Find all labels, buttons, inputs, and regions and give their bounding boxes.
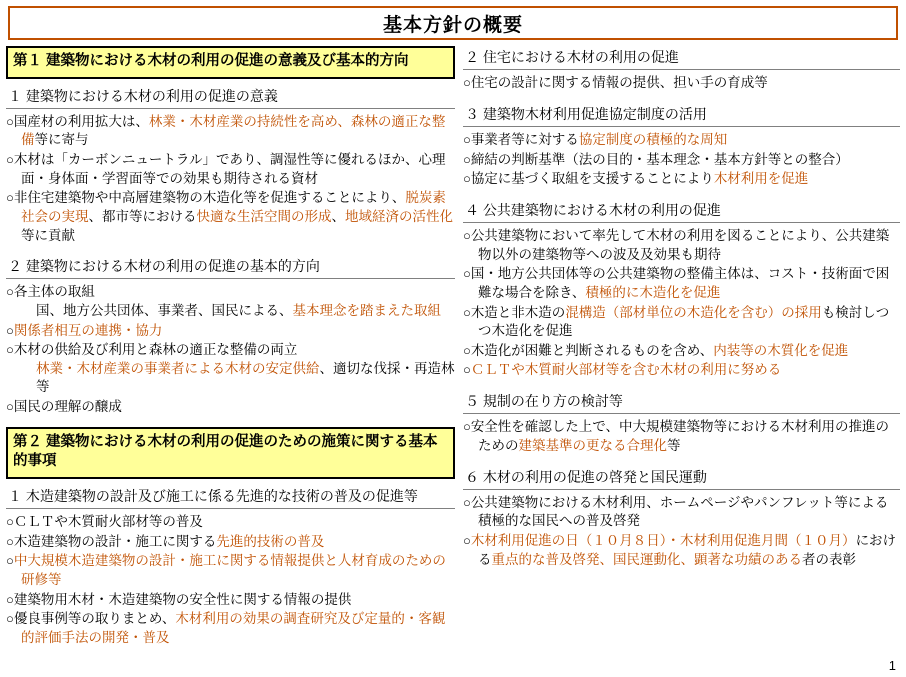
bullet-marker: ○ xyxy=(462,362,471,378)
bullet-marker: ○ xyxy=(462,151,471,167)
bullet-item: ○木材の供給及び利用と森林の適正な整備の両立 林業・木材産業の事業者による木材の安定供給、適切な伐採・再造林等 xyxy=(6,341,455,397)
left-sections-2 xyxy=(6,485,455,648)
bullet-marker: ○ xyxy=(6,322,14,338)
bullet-list xyxy=(6,513,455,647)
bullet-item: ○優良事例等の取りまとめ、木材利用の効果の調査研究及び定量的・客観的評価手法の開発・普及 xyxy=(6,611,446,645)
page-title: 基本方針の概要 xyxy=(382,14,523,36)
section-heading: ４ 公共建築物における木材の利用の促進 xyxy=(463,199,900,223)
bullet-list xyxy=(463,494,900,570)
bullet-marker: ○ xyxy=(462,304,471,320)
bullet-list xyxy=(463,418,900,455)
bullet-marker: ○ xyxy=(6,399,14,415)
bullet-item: ○ＣＬＴや木質耐火部材等を含む木材の利用に努める xyxy=(462,362,782,378)
bullet-marker: ○ xyxy=(6,190,14,206)
page-number: 1 xyxy=(888,658,896,673)
bullet-item: ○安全性を確認した上で、中大規模建築物等における木材利用の推進のための建築基準の更なる合理化等 xyxy=(462,419,890,453)
bullet-item: ○事業者等に対する協定制度の積極的な周知 xyxy=(462,132,728,147)
bullet-marker: ○ xyxy=(6,514,14,529)
section-heading: ３ 建築物木材利用促進協定制度の活用 xyxy=(463,103,900,127)
bullet-marker: ○ xyxy=(6,342,14,358)
bullet-item: ○非住宅建築物や中高層建築物の木造化等を促進することにより、脱炭素社会の実現、都市等における快適な生活空間の形成、地域経済の活性化等に貢献 xyxy=(6,190,453,243)
bullet-subline: 国、地方公共団体、事業者、国民による、基本理念を踏まえた取組 xyxy=(36,302,441,318)
bullet-marker: ○ xyxy=(462,75,471,91)
bullet-list xyxy=(463,131,900,189)
bullet-item: ○木造建築物の設計・施工に関する先進的技術の普及 xyxy=(6,533,325,549)
bullet-marker: ○ xyxy=(6,113,14,129)
left-column xyxy=(6,46,455,657)
section-heading: ２ 住宅における木材の利用の促進 xyxy=(463,46,900,70)
bullet-item: ○住宅の設計に関する情報の提供、担い手の育成等 xyxy=(462,75,768,91)
left-sections xyxy=(6,85,455,417)
bullet-item: ○公共建築物における木材利用、ホームページやパンフレット等による積極的な国民への普及啓発 xyxy=(462,494,889,529)
bullet-marker: ○ xyxy=(462,419,471,435)
bullet-item: ○木造と非木造の混構造（部材単位の木造化を含む）の採用も検討しつつ木造化を促進 xyxy=(462,304,890,339)
bullet-marker: ○ xyxy=(462,266,471,282)
bullet-item: ○木材利用促進の日（１０月８日）・木材利用促進月間（１０月）における重点的な普及啓発、国民運動化、顕著な功績のある者の表彰 xyxy=(462,532,897,567)
two-column-layout xyxy=(6,46,900,657)
bullet-marker: ○ xyxy=(6,553,14,569)
bullet-item: ○国民の理解の醸成 xyxy=(6,399,122,415)
bullet-marker: ○ xyxy=(462,342,471,358)
bullet-list xyxy=(463,227,900,380)
bullet-marker: ○ xyxy=(462,532,471,548)
section-heading: １ 建築物における木材の利用の促進の意義 xyxy=(6,85,455,109)
bullet-item: ○国・地方公共団体等の公共建築物の整備主体は、コスト・技術面で困難な場合を除き、積極的に木造化を促進 xyxy=(462,266,890,300)
bullet-list xyxy=(463,74,900,93)
bullet-marker: ○ xyxy=(6,533,14,549)
bullet-item: ○関係者相互の連携・協力 xyxy=(6,322,163,338)
bullet-list xyxy=(6,283,455,416)
bullet-item: ○公共建築物において率先して木材の利用を図ることにより、公共建築物以外の建築物等への波及及効果も期待 xyxy=(462,228,890,262)
bullet-list xyxy=(6,113,455,245)
bullet-item: ○国産材の利用拡大は、林業・木材産業の持続性を高め、森林の適正な整備等に寄与 xyxy=(6,113,446,148)
bullet-marker: ○ xyxy=(6,152,14,167)
bullet-marker: ○ xyxy=(6,591,14,607)
right-sections xyxy=(463,46,900,569)
chapter-1-heading: 第１ 建築物における木材の利用の促進の意義及び基本的方向 xyxy=(6,46,455,79)
page-title-bar xyxy=(8,6,898,40)
bullet-item: ○各主体の取組 国、地方公共団体、事業者、国民による、基本理念を踏まえた取組 xyxy=(6,283,455,320)
bullet-marker: ○ xyxy=(462,171,471,187)
bullet-marker: ○ xyxy=(6,611,14,627)
bullet-item: ○建築物用木材・木造建築物の安全性に関する情報の提供 xyxy=(6,591,352,607)
bullet-marker: ○ xyxy=(462,228,471,244)
bullet-item: ○協定に基づく取組を支援することにより木材利用を促進 xyxy=(462,171,809,187)
bullet-marker: ○ xyxy=(6,284,14,300)
bullet-item: ○中大規模木造建築物の設計・施工に関する情報提供と人材育成のための研修等 xyxy=(6,553,446,587)
chapter-2-heading: 第２ 建築物における木材の利用の促進のための施策に関する基本的事項 xyxy=(6,427,455,479)
section-heading: ５ 規制の在り方の検討等 xyxy=(463,390,900,414)
bullet-item: ○ＣＬＴや木質耐火部材等の普及 xyxy=(6,514,203,529)
bullet-item: ○締結の判断基準（法の目的・基本理念・基本方針等との整合） xyxy=(462,151,849,167)
right-column xyxy=(463,46,900,579)
section-heading: ６ 木材の利用の促進の啓発と国民運動 xyxy=(463,466,900,490)
bullet-item: ○木材は「カーボンニュートラル」であり、調湿性等に優れるほか、心理面・身体面・学習面等での効果も期待される資材 xyxy=(6,152,446,186)
section-heading: ２ 建築物における木材の利用の促進の基本的方向 xyxy=(6,255,455,279)
bullet-marker: ○ xyxy=(462,132,471,147)
bullet-subline: 林業・木材産業の事業者による木材の安定供給、適切な伐採・再造林等 xyxy=(36,360,455,395)
section-heading: １ 木造建築物の設計及び施工に係る先進的な技術の普及の促進等 xyxy=(6,485,455,509)
bullet-marker: ○ xyxy=(462,494,471,510)
bullet-item: ○木造化が困難と判断されるものを含め、内装等の木質化を促進 xyxy=(462,342,849,358)
